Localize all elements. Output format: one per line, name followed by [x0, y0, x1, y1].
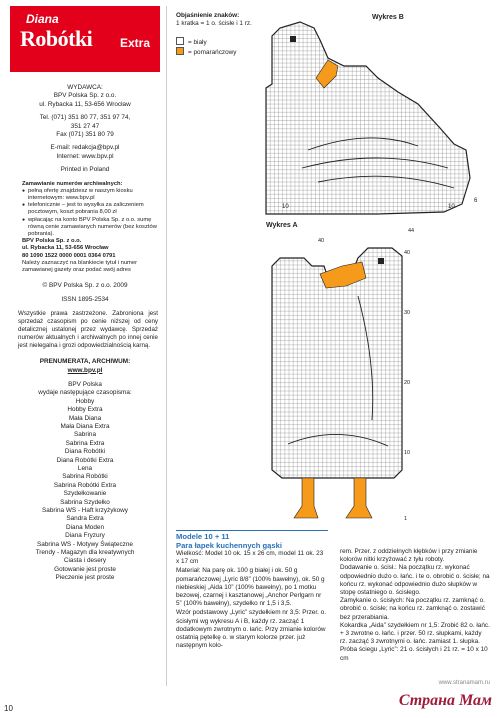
publisher-line: Printed in Poland	[60, 166, 110, 174]
chart-b-axis-left: 10	[282, 204, 289, 210]
magazine-title: Hobby Extra	[67, 406, 103, 414]
chart-b-eye	[290, 36, 296, 42]
magazine-title: Sabrina Szydełko	[60, 498, 110, 506]
legend-white-label: = biały	[188, 38, 207, 46]
chart-a-foot-left	[294, 478, 318, 518]
magazine-title: Mała Diana	[68, 414, 102, 422]
magazine-title: Ciasta i desery	[63, 557, 107, 565]
chart-b-axis-right: 10	[448, 204, 455, 210]
publisher-line: Fax (071) 351 80 79	[56, 131, 114, 139]
magazine-title: Diana Fryzury	[65, 532, 105, 540]
masthead-column	[4, 6, 164, 583]
subscription-label: PRENUMERATA, ARCHIWUM:	[39, 358, 131, 366]
legend-title: Objaśnienie znaków:	[176, 12, 240, 19]
rights-notice: Wszystkie prawa zastrzeżone. Zabroniona jest sprzedaż czasopism po cenie niższej od ceny detalicznej ustalonej przez wydawcę. Sprzedaż numerów aktualnych i archiwalnych po innej cenie jest nielegalna i grozi odpowiedzialnością karną.	[18, 310, 158, 350]
chart-a-row-label: 40	[404, 250, 411, 256]
chart-b-axis-end: 6	[474, 198, 478, 204]
instruction-paragraph: Wielkość: Model 10 ok. 15 x 26 cm, model 11 ok. 23 x 17 cm	[176, 550, 324, 566]
magazine-title: Hobby	[75, 397, 95, 405]
magazine-title: Sabrina WS - Motywy Świąteczne	[37, 540, 133, 548]
model-title: Modele 10 + 11	[176, 532, 230, 541]
magazine-title: Sabrina Robótki Extra	[53, 481, 117, 489]
instruction-paragraph: Zamykanie o. ścisłych: Na początku rz. zamknąć o. obrobić o. ścisłe; na końcu rz. zamknąć o. zostawić bez przerabiania.	[340, 597, 485, 621]
chart-a-eye	[378, 258, 384, 264]
page-number: 10	[4, 704, 13, 713]
copyright-block	[10, 282, 160, 304]
publisher-line: BPV Polska Sp. z o.o.	[53, 92, 117, 100]
publisher-line: ul. Rybacka 11, 53-656 Wrocław	[39, 100, 131, 108]
magazine-title: Diana Moden	[65, 523, 104, 531]
logo-line3: Extra	[120, 36, 151, 50]
publisher-label: WYDAWCA:	[67, 84, 103, 91]
instruction-paragraph: Próba ściegu „Lyric”: 21 o. ścisłych i 21 rz. = 10 x 10 cm	[340, 646, 488, 662]
chart-a-grid	[268, 244, 411, 526]
magazine-title: Szydełkowanie	[63, 490, 107, 498]
chart-a-row-label: 20	[404, 380, 411, 386]
archive-bullet: ● wpłacając na konto BPV Polska Sp. z o.o. sumę równą cenie zamawianych numerów (bez kosztów pobrania).	[22, 217, 160, 239]
magazines-intro: BPV Polska	[68, 380, 102, 388]
instruction-paragraph: rem. Przer. z oddzielnych kłębków i przy zmianie kolorów nitki krzyżować z tyłu roboty.	[340, 548, 478, 564]
magazine-titles	[10, 398, 160, 583]
archive-ordering	[10, 181, 160, 275]
publisher-info	[10, 84, 160, 175]
chart-b-cells	[258, 18, 474, 216]
watermark-url: www.stranamam.ru	[438, 680, 490, 686]
publisher-line: Internet: www.bpv.pl	[56, 152, 114, 160]
bank-line: ul. Rybacka 11, 53-656 Wrocław	[22, 245, 109, 252]
bank-line: BPV Polska Sp. z o.o.	[22, 238, 82, 245]
legend-item-white	[176, 37, 252, 47]
magazine-title: Gotowanie jest proste	[54, 565, 116, 573]
chart-b-grid	[258, 18, 474, 216]
magazine-title: Sandra Extra	[66, 515, 104, 523]
magazine-title: Diana Robótki	[64, 448, 106, 456]
archive-note: Należy zaznaczyć na blankiecie tytuł i numer zamawianej gazety oraz podać swój adres	[22, 259, 138, 274]
instruction-paragraph: Dodawanie o. ścisł.: Na początku rz. wykonać odpowiednio dużo o. łańc. i te o. obrobić o. ścisłe; na końcu rz. wykonać odpowiednio dużo słupków w stopę ostatniego o. ścisłego.	[340, 564, 490, 597]
issn: ISSN 1895-2534	[61, 295, 109, 303]
orange-swatch	[176, 47, 184, 55]
publisher-line: 351 27 47	[70, 122, 100, 130]
subscription-link[interactable]: www.bpv.pl	[67, 366, 103, 374]
magazine-title: Diana Robótki Extra	[56, 456, 114, 464]
legend-item-orange	[176, 47, 252, 57]
watermark: Страна Мам	[398, 692, 492, 709]
bank-line: 80 1090 1522 0000 0001 0364 0791	[22, 252, 116, 259]
chart-a-row-label: 10	[404, 450, 411, 456]
publisher-line: E-mail: redakcja@bpv.pl	[50, 144, 120, 152]
instructions-col1	[176, 532, 328, 651]
column-divider	[166, 6, 167, 686]
instructions-col2	[340, 548, 490, 663]
magazine-list	[10, 381, 160, 583]
magazine-title: Mała Diana Extra	[60, 422, 110, 430]
chart-a-foot-right	[346, 478, 372, 518]
magazine-title: Sabrina WS - Haft krzyżykowy	[42, 507, 128, 515]
chart-a	[268, 244, 411, 526]
legend-orange-label: = pomarańczowy	[188, 49, 237, 57]
magazine-logo	[10, 6, 160, 72]
chart-a-row-label: 1	[404, 516, 408, 522]
magazine-title: Lena	[77, 464, 93, 472]
chart-a-title: Wykres A	[266, 222, 298, 229]
magazine-title: Trendy - Magazyn dla kreatywnych	[35, 549, 135, 557]
archive-bullet: ● pełną ofertę znajdziesz w naszym kiosku internetowym: www.bpv.pl	[22, 188, 160, 202]
copyright: © BPV Polska Sp. z o.o. 2009	[42, 282, 128, 290]
section-rule	[176, 530, 328, 531]
magazine-title: Sabrina	[73, 431, 97, 439]
archive-heading: Zamawianie numerów archiwalnych:	[22, 180, 123, 187]
chart-b	[258, 18, 474, 216]
legend	[176, 12, 252, 58]
legend-scale: 1 kratka = 1 o. ścisłe i 1 rz.	[176, 20, 252, 28]
archive-bullet: ● telefonicznie – jest to wysyłka za zaliczeniem pocztowym, koszt pobrania 8,00 zł	[22, 202, 160, 216]
model-subtitle: Para łapek kuchennych gąski	[176, 541, 282, 550]
white-swatch	[176, 37, 184, 45]
instruction-paragraph: Wzór podstawowy „Lyric” szydełkiem nr 3,5: Przer. o. ścisłymi wg wykresu A i B, każdy rz. zacząć 1 dodatkowym zwrotnym o. łańc. Przy zmianie kolorów ostatnią pętelkę o. w starym kolorze przer. już następnym kolo-	[176, 609, 326, 650]
instruction-paragraph: Kokardka „Aida” szydełkiem nr 1,5: Zrobić 82 o. łańc. + 3 zwrotne o. łańc. i przer. 50 rz. słupkami, każdy rz. zacząć 3 zwrotnymi o. łańc. zamiast 1. słupka.	[340, 621, 490, 646]
subscription	[10, 358, 160, 375]
chart-a-row-label: 30	[404, 310, 411, 316]
publisher-line: Tel. (071) 351 80 77, 351 97 74,	[39, 114, 131, 122]
logo-line1: Diana	[26, 12, 59, 26]
instruction-paragraph: Materiał: Na parę ok. 100 g białej i ok. 50 g pomarańczowej „Lyric 8/8” (100% bawełny), ok. 50 g niebieskiej „Aida 10” (100% bawełny), po 1 motku bezowej, czarnej i kasztanowej „Anchor Perlgarn nr 5” (100% bawełny), szydełko nr 1,5 i 3,5.	[176, 567, 325, 608]
magazines-intro: wydaje następujące czasopisma:	[38, 389, 132, 397]
magazine-title: Sabrina Robótki	[62, 473, 108, 481]
chart-a-top-right: 44	[408, 228, 415, 234]
chart-b-title: Wykres B	[372, 14, 404, 21]
magazine-title: Pieczenie jest proste	[55, 574, 115, 582]
magazine-title: Sabrina Extra	[65, 439, 105, 447]
logo-line2: Robótki	[20, 26, 93, 51]
chart-a-top-left: 40	[318, 238, 325, 244]
